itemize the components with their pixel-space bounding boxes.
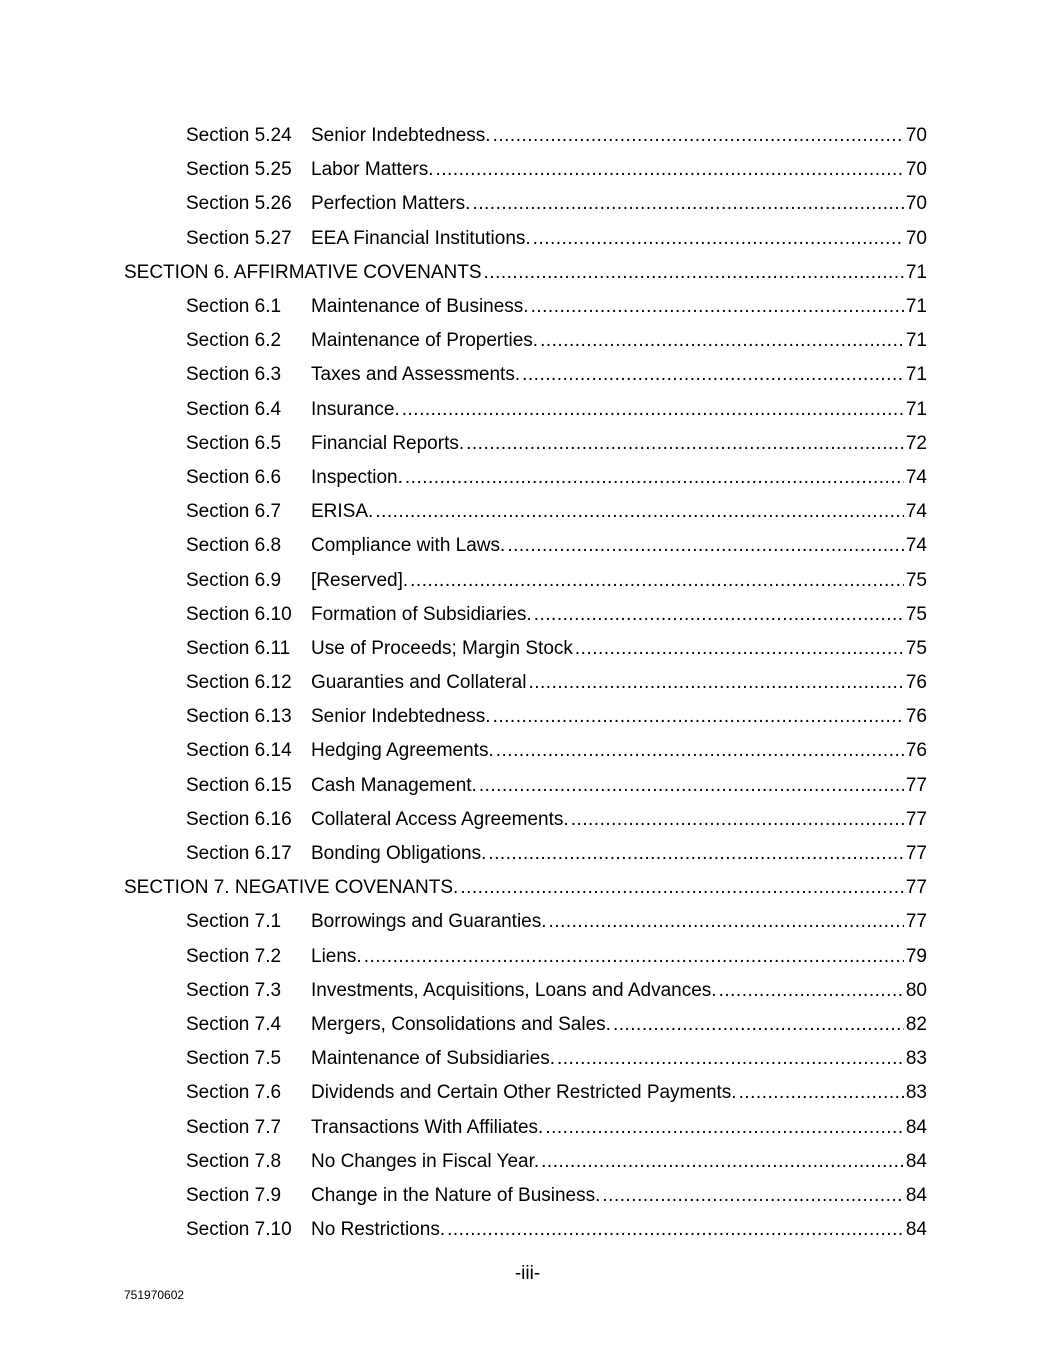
toc-entry [0, 153, 1055, 187]
dot-leader [613, 1014, 904, 1036]
toc-entry-number: Section 5.24 [186, 125, 292, 147]
toc-entry [0, 324, 1055, 358]
toc-entry-title: Senior Indebtedness. [311, 706, 491, 728]
toc-entry-line [311, 1117, 927, 1139]
toc-entry-page: 77 [905, 774, 927, 796]
dot-leader [488, 843, 904, 865]
toc-entry-line [311, 228, 927, 250]
toc-entry-title: Bonding Obligations. [311, 843, 487, 865]
toc-entry-line [311, 570, 927, 592]
toc-entry [0, 598, 1055, 632]
toc-entry-page: 71 [905, 364, 927, 386]
toc-entry-line [311, 159, 927, 181]
toc-entry-title: Maintenance of Subsidiaries. [311, 1048, 555, 1070]
toc-entry-number: Section 7.8 [186, 1150, 282, 1172]
dot-leader [479, 775, 904, 797]
toc-entry-line [311, 809, 927, 831]
toc-entry-title: Labor Matters. [311, 159, 434, 181]
toc-entry-title: Cash Management. [311, 774, 477, 796]
toc-entry [0, 563, 1055, 597]
toc-entry-number: Section 6.17 [186, 843, 292, 865]
dot-leader [545, 1117, 904, 1139]
toc-entry-title: Dividends and Certain Other Restricted Payments. [311, 1082, 737, 1104]
toc-entry-title: Mergers, Consolidations and Sales. [311, 1013, 611, 1035]
toc-entry-title: Guaranties and Collateral [311, 672, 527, 694]
toc-entry-page: 76 [905, 672, 927, 694]
toc-entry-line [311, 672, 927, 694]
toc-entry-number: Section 6.12 [186, 672, 292, 694]
toc-entry-title: Transactions With Affiliates. [311, 1116, 544, 1138]
toc-entry-page: 75 [905, 603, 927, 625]
toc-entry [0, 905, 1055, 939]
toc-section-heading [0, 871, 1055, 905]
toc-entry-line [311, 843, 927, 865]
toc-entry-line [311, 467, 927, 489]
dot-leader [739, 1082, 904, 1104]
toc-entry-page: 70 [905, 125, 927, 147]
toc-entry-title: Inspection. [311, 466, 403, 488]
toc-entry-page: 70 [905, 159, 927, 181]
toc-entry-page: 70 [905, 193, 927, 215]
toc-entry-number: Section 5.27 [186, 227, 292, 249]
toc-entry-line [311, 911, 927, 933]
dot-leader [531, 296, 904, 318]
toc-entry-page: 71 [905, 296, 927, 318]
toc-entry-page: 79 [905, 945, 927, 967]
toc-entry [0, 358, 1055, 392]
dot-leader [507, 535, 904, 557]
toc-entry-number: Section 6.1 [186, 296, 282, 318]
toc-entry-number: Section 6.11 [186, 637, 291, 659]
dot-leader [540, 330, 904, 352]
toc-entry-page: 77 [905, 877, 927, 899]
toc-entry-title: Hedging Agreements. [311, 740, 494, 762]
toc-entry-page: 74 [905, 535, 927, 557]
toc-entry-line [124, 877, 927, 899]
dot-leader [447, 1219, 904, 1241]
toc-entry-number: Section 7.7 [186, 1116, 282, 1138]
toc-entry-number: Section 6.2 [186, 330, 282, 352]
toc-entry-title: Compliance with Laws. [311, 535, 506, 557]
toc-entry-line [124, 262, 927, 284]
dot-leader [528, 672, 903, 694]
toc-entry-number: Section 6.5 [186, 432, 282, 454]
dot-leader [472, 193, 903, 215]
toc-entry-title: Investments, Acquisitions, Loans and Advances. [311, 979, 717, 1001]
dot-leader [405, 467, 904, 489]
toc-entry-line [311, 638, 927, 660]
toc-entry-title: No Changes in Fiscal Year. [311, 1150, 540, 1172]
toc-entry-number: Section 5.25 [186, 159, 292, 181]
toc-entry [0, 974, 1055, 1008]
toc-entry-title: SECTION 6. AFFIRMATIVE COVENANTS [124, 261, 482, 283]
toc-entry-number: Section 6.9 [186, 569, 282, 591]
toc-entry-number: Section 6.8 [186, 535, 282, 557]
toc-entry [0, 700, 1055, 734]
toc-entry [0, 1179, 1055, 1213]
toc-entry-line [311, 296, 927, 318]
dot-leader [575, 638, 904, 660]
toc-entry-page: 83 [905, 1082, 927, 1104]
toc-entry-title: Borrowings and Guaranties. [311, 911, 547, 933]
toc-entry-line [311, 1151, 927, 1173]
toc-entry-number: Section 6.16 [186, 808, 292, 830]
toc-entry-title: Senior Indebtedness. [311, 125, 491, 147]
toc-entry-number: Section 7.6 [186, 1082, 282, 1104]
toc-entry-line [311, 706, 927, 728]
toc-entry-number: Section 6.13 [186, 706, 292, 728]
toc-entry-line [311, 604, 927, 626]
toc-entry-number: Section 6.3 [186, 364, 282, 386]
toc-entry [0, 1042, 1055, 1076]
toc-entry-number: Section 7.4 [186, 1013, 282, 1035]
toc-entry-title: Formation of Subsidiaries. [311, 603, 532, 625]
toc-entry-page: 71 [905, 330, 927, 352]
toc-entry-page: 72 [905, 432, 927, 454]
toc-entry-number: Section 6.15 [186, 774, 292, 796]
toc-entry-page: 71 [905, 398, 927, 420]
toc-entry-page: 74 [905, 466, 927, 488]
toc-entry-title: Liens. [311, 945, 362, 967]
dot-leader [571, 809, 904, 831]
toc-entry [0, 666, 1055, 700]
toc-entry-page: 84 [905, 1150, 927, 1172]
dot-leader [410, 570, 904, 592]
toc-entry-page: 71 [905, 261, 927, 283]
page-number: -iii- [514, 1263, 541, 1284]
toc-entry-number: Section 7.5 [186, 1048, 282, 1070]
table-of-contents [0, 119, 1055, 1247]
toc-entry [0, 1145, 1055, 1179]
toc-entry-line [311, 775, 927, 797]
toc-entry-number: Section 5.26 [186, 193, 292, 215]
toc-entry [0, 1008, 1055, 1042]
toc-entry-title: Maintenance of Properties. [311, 330, 539, 352]
toc-entry [0, 769, 1055, 803]
toc-entry-page: 77 [905, 843, 927, 865]
toc-entry [0, 837, 1055, 871]
dot-leader [549, 911, 904, 933]
dot-leader [522, 364, 904, 386]
toc-entry-line [311, 946, 927, 968]
toc-entry [0, 187, 1055, 221]
toc-entry-page: 82 [905, 1013, 927, 1035]
toc-entry-page: 70 [905, 227, 927, 249]
toc-entry-page: 83 [905, 1048, 927, 1070]
toc-entry-title: Taxes and Assessments. [311, 364, 521, 386]
dot-leader [375, 501, 904, 523]
toc-entry [0, 119, 1055, 153]
dot-leader [533, 228, 904, 250]
toc-entry [0, 461, 1055, 495]
toc-entry-line [311, 1014, 927, 1036]
toc-entry-line [311, 193, 927, 215]
toc-entry-number: Section 7.2 [186, 945, 282, 967]
toc-entry-title: [Reserved]. [311, 569, 409, 591]
toc-entry-page: 74 [905, 501, 927, 523]
dot-leader [493, 125, 904, 147]
dot-leader [364, 946, 904, 968]
toc-entry-line [311, 399, 927, 421]
dot-leader [602, 1185, 903, 1207]
toc-entry-page: 75 [905, 637, 927, 659]
toc-entry-title: Financial Reports. [311, 432, 465, 454]
toc-entry-line [311, 433, 927, 455]
dot-leader [557, 1048, 904, 1070]
toc-entry-title: SECTION 7. NEGATIVE COVENANTS. [124, 877, 459, 899]
toc-entry-number: Section 7.3 [186, 979, 282, 1001]
toc-entry [0, 529, 1055, 563]
toc-entry-line [311, 535, 927, 557]
dot-leader [541, 1151, 904, 1173]
toc-entry-page: 77 [905, 911, 927, 933]
toc-entry [0, 427, 1055, 461]
toc-entry-title: Insurance. [311, 398, 400, 420]
dot-leader [484, 262, 904, 284]
toc-entry-page: 80 [905, 979, 927, 1001]
toc-entry-line [311, 1082, 927, 1104]
toc-entry-title: Perfection Matters. [311, 193, 471, 215]
dot-leader [719, 980, 904, 1002]
toc-entry-page: 75 [905, 569, 927, 591]
dot-leader [496, 740, 904, 762]
toc-section-heading [0, 256, 1055, 290]
toc-entry-title: No Restrictions. [311, 1219, 446, 1241]
toc-entry-line [311, 330, 927, 352]
toc-entry-number: Section 6.6 [186, 466, 282, 488]
toc-entry-line [311, 125, 927, 147]
toc-entry-page: 84 [905, 1116, 927, 1138]
toc-entry [0, 1076, 1055, 1110]
dot-leader [466, 433, 904, 455]
toc-entry-line [311, 1185, 927, 1207]
toc-entry-page: 76 [905, 706, 927, 728]
toc-entry-number: Section 7.9 [186, 1184, 282, 1206]
toc-entry [0, 632, 1055, 666]
toc-entry-line [311, 980, 927, 1002]
toc-entry-title: Maintenance of Business. [311, 296, 529, 318]
toc-entry-title: Collateral Access Agreements. [311, 808, 569, 830]
toc-entry-title: Use of Proceeds; Margin Stock [311, 637, 573, 659]
toc-entry-line [311, 364, 927, 386]
dot-leader [402, 399, 904, 421]
dot-leader [460, 877, 904, 899]
toc-entry-page: 84 [905, 1219, 927, 1241]
toc-entry-number: Section 7.1 [186, 911, 282, 933]
toc-entry-number: Section 6.14 [186, 740, 292, 762]
toc-entry-page: 84 [905, 1184, 927, 1206]
toc-entry-number: Section 7.10 [186, 1219, 292, 1241]
dot-leader [534, 604, 904, 626]
document-id: 751970602 [124, 1288, 185, 1302]
toc-entry-title: Change in the Nature of Business. [311, 1184, 601, 1206]
toc-entry [0, 734, 1055, 768]
toc-entry [0, 940, 1055, 974]
dot-leader [493, 706, 904, 728]
toc-entry [0, 222, 1055, 256]
toc-entry [0, 1213, 1055, 1247]
toc-entry-number: Section 6.7 [186, 501, 282, 523]
toc-entry [0, 1110, 1055, 1144]
toc-entry-line [311, 1219, 927, 1241]
toc-entry-page: 77 [905, 808, 927, 830]
toc-entry-line [311, 1048, 927, 1070]
toc-entry [0, 393, 1055, 427]
toc-entry [0, 290, 1055, 324]
toc-entry-number: Section 6.10 [186, 603, 292, 625]
toc-entry [0, 803, 1055, 837]
toc-entry-page: 76 [905, 740, 927, 762]
toc-entry-number: Section 6.4 [186, 398, 282, 420]
toc-entry-title: ERISA. [311, 501, 374, 523]
toc-entry-title: EEA Financial Institutions. [311, 227, 531, 249]
toc-entry [0, 495, 1055, 529]
dot-leader [436, 159, 904, 181]
toc-entry-line [311, 740, 927, 762]
toc-entry-line [311, 501, 927, 523]
